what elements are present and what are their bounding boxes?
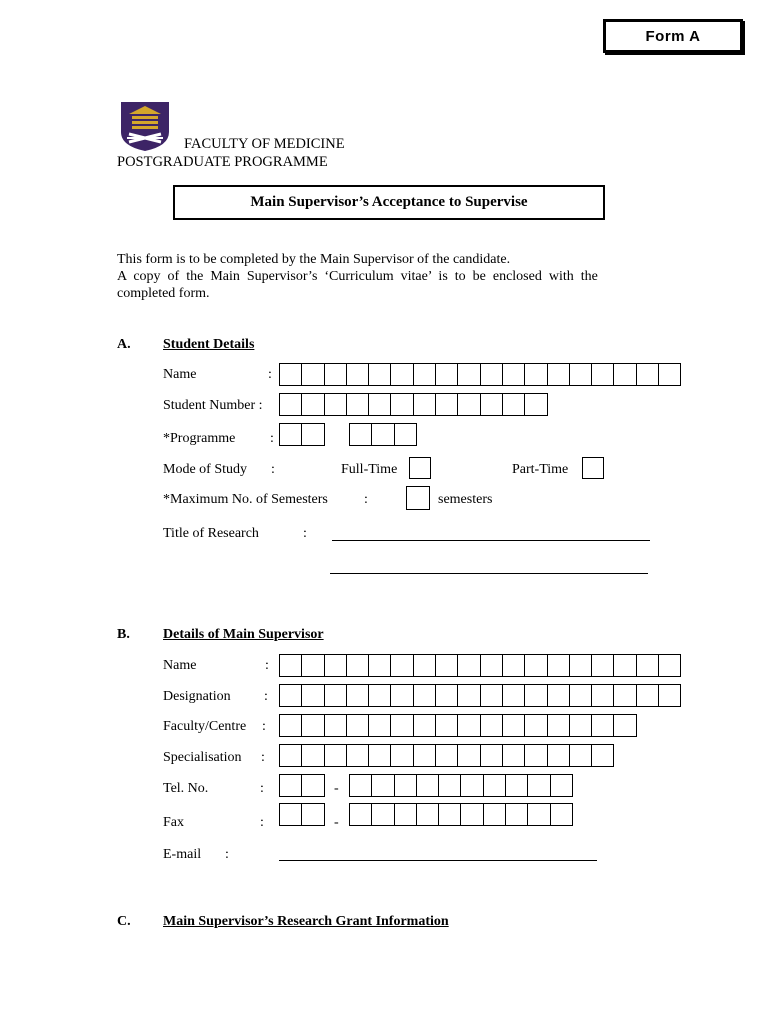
colon: : (271, 462, 275, 477)
colon: : (268, 367, 272, 382)
specialisation-boxes[interactable] (279, 744, 613, 767)
tel-dash: - (334, 781, 339, 796)
designation-boxes[interactable] (279, 684, 680, 707)
section-c-letter: C. (117, 914, 131, 929)
programme-name: POSTGRADUATE PROGRAMME (117, 154, 328, 170)
colon: : (364, 492, 368, 507)
email-label: E-mail (163, 847, 202, 862)
colon: : (265, 658, 269, 673)
supervisor-name-label: Name (163, 658, 197, 673)
fax-area-boxes[interactable] (279, 803, 324, 826)
max-semesters-box[interactable] (406, 486, 430, 510)
fax-dash: - (334, 815, 339, 830)
intro-line-3: completed form. (117, 286, 210, 301)
designation-label: Designation (163, 689, 231, 704)
faculty-centre-boxes[interactable] (279, 714, 636, 737)
fax-number-boxes[interactable] (349, 803, 572, 826)
section-b-letter: B. (117, 627, 130, 642)
programme-boxes-1[interactable] (279, 423, 324, 446)
full-time-checkbox[interactable] (409, 457, 431, 479)
intro-line-2: A copy of the Main Supervisor’s ‘Curriculum vitae’ is to be enclosed with the (117, 269, 598, 284)
tel-area-boxes[interactable] (279, 774, 324, 797)
programme-boxes-2[interactable] (349, 423, 416, 446)
part-time-label: Part-Time (512, 462, 569, 477)
colon: : (264, 689, 268, 704)
tel-number-boxes[interactable] (349, 774, 572, 797)
fax-label: Fax (163, 815, 184, 830)
section-c-heading: Main Supervisor’s Research Grant Information (163, 914, 449, 929)
programme-label: *Programme (163, 431, 236, 446)
student-number-label: Student Number : (163, 398, 263, 413)
colon: : (260, 781, 264, 796)
title-of-research-line-1[interactable] (332, 540, 650, 541)
email-line[interactable] (279, 860, 597, 861)
form-title: Main Supervisor’s Acceptance to Supervise (173, 185, 605, 220)
form-tag-label: Form A (645, 28, 701, 45)
student-name-boxes[interactable] (279, 363, 680, 386)
section-a-letter: A. (117, 337, 131, 352)
specialisation-label: Specialisation (163, 750, 242, 765)
semesters-unit: semesters (438, 492, 493, 507)
max-semesters-label: *Maximum No. of Semesters (163, 492, 328, 507)
title-of-research-line-2[interactable] (330, 573, 648, 574)
student-name-label: Name (163, 367, 197, 382)
colon: : (225, 847, 229, 862)
colon: : (303, 526, 307, 541)
tel-label: Tel. No. (163, 781, 209, 796)
colon: : (260, 815, 264, 830)
faculty-centre-label: Faculty/Centre (163, 719, 247, 734)
intro-line-1: This form is to be completed by the Main Supervisor of the candidate. (117, 252, 511, 267)
colon: : (270, 431, 274, 446)
supervisor-name-boxes[interactable] (279, 654, 680, 677)
university-logo (119, 100, 171, 152)
student-number-boxes[interactable] (279, 393, 547, 416)
section-b-heading: Details of Main Supervisor (163, 627, 324, 642)
full-time-label: Full-Time (341, 462, 398, 477)
section-a-heading: Student Details (163, 337, 255, 352)
colon: : (261, 750, 265, 765)
part-time-checkbox[interactable] (582, 457, 604, 479)
form-tag (603, 19, 743, 53)
title-of-research-label: Title of Research (163, 526, 259, 541)
colon: : (262, 719, 266, 734)
mode-of-study-label: Mode of Study (163, 462, 247, 477)
faculty-name: FACULTY OF MEDICINE (184, 136, 345, 152)
